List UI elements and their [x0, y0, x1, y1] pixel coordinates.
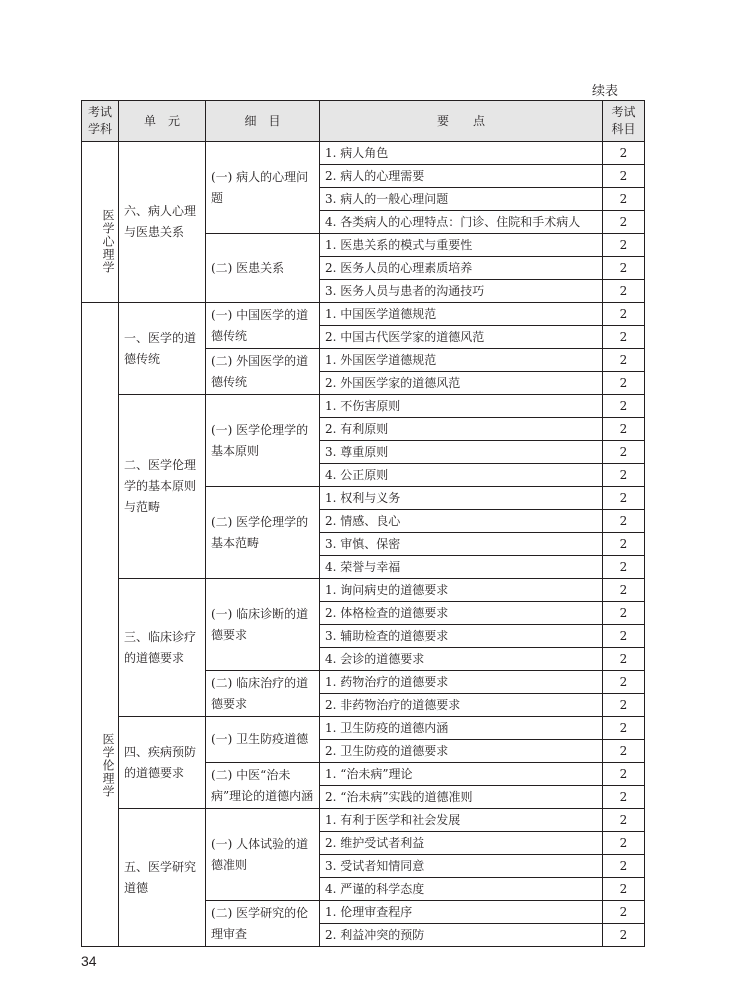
score-cell: 2: [603, 372, 645, 395]
score-cell: 2: [603, 809, 645, 832]
table-row: [82, 142, 645, 165]
item-cell: (二) 医学研究的伦理审查: [206, 901, 320, 947]
point-cell: 4. 会诊的道德要求: [320, 648, 603, 671]
point-cell: 1. 药物治疗的道德要求: [320, 671, 603, 694]
score-cell: 2: [603, 188, 645, 211]
point-cell: 1. 伦理审查程序: [320, 901, 603, 924]
score-cell: 2: [603, 671, 645, 694]
unit-cell: 一、医学的道德传统: [119, 303, 206, 395]
point-cell: 1. 病人角色: [320, 142, 603, 165]
unit-cell: 四、疾病预防的道德要求: [119, 717, 206, 809]
header-item: 细 目: [206, 101, 320, 142]
table-row: [82, 579, 645, 602]
point-cell: 2. 维护受试者利益: [320, 832, 603, 855]
item-cell: (一) 中国医学的道德传统: [206, 303, 320, 349]
score-cell: 2: [603, 464, 645, 487]
item-cell: (二) 中医“治未病”理论的道德内涵: [206, 763, 320, 809]
item-cell: (一) 人体试验的道德准则: [206, 809, 320, 901]
point-cell: 1. 外国医学道德规范: [320, 349, 603, 372]
subject-label: 医学心理学: [101, 208, 115, 274]
subject-cell: [82, 303, 119, 947]
score-cell: 2: [603, 717, 645, 740]
score-cell: 2: [603, 280, 645, 303]
score-cell: 2: [603, 211, 645, 234]
point-cell: 4. 严谨的科学态度: [320, 878, 603, 901]
score-cell: 2: [603, 257, 645, 280]
point-cell: 3. 辅助检查的道德要求: [320, 625, 603, 648]
point-cell: 2. 体格检查的道德要求: [320, 602, 603, 625]
table-row: [82, 809, 645, 832]
score-cell: 2: [603, 349, 645, 372]
point-cell: 2. 病人的心理需要: [320, 165, 603, 188]
item-cell: (一) 病人的心理问题: [206, 142, 320, 234]
point-cell: 1. “治未病”理论: [320, 763, 603, 786]
point-cell: 2. 中国古代医学家的道德风范: [320, 326, 603, 349]
point-cell: 2. 非药物治疗的道德要求: [320, 694, 603, 717]
score-cell: 2: [603, 487, 645, 510]
score-cell: 2: [603, 165, 645, 188]
point-cell: 1. 询问病史的道德要求: [320, 579, 603, 602]
point-cell: 2. 医务人员的心理素质培养: [320, 257, 603, 280]
score-cell: 2: [603, 142, 645, 165]
score-cell: 2: [603, 878, 645, 901]
score-cell: 2: [603, 855, 645, 878]
score-cell: 2: [603, 510, 645, 533]
score-cell: 2: [603, 303, 645, 326]
point-cell: 3. 病人的一般心理问题: [320, 188, 603, 211]
point-cell: 3. 尊重原则: [320, 441, 603, 464]
score-cell: 2: [603, 326, 645, 349]
point-cell: 4. 荣誉与幸福: [320, 556, 603, 579]
item-cell: (一) 医学伦理学的基本原则: [206, 395, 320, 487]
point-cell: 2. 有利原则: [320, 418, 603, 441]
point-cell: 1. 中国医学道德规范: [320, 303, 603, 326]
point-cell: 4. 各类病人的心理特点：门诊、住院和手术病人: [320, 211, 603, 234]
header-exam-subject: 考试科目: [603, 101, 645, 142]
unit-cell: 五、医学研究道德: [119, 809, 206, 947]
score-cell: 2: [603, 648, 645, 671]
point-cell: 1. 不伤害原则: [320, 395, 603, 418]
score-cell: 2: [603, 418, 645, 441]
score-cell: 2: [603, 740, 645, 763]
point-cell: 1. 权利与义务: [320, 487, 603, 510]
point-cell: 1. 卫生防疫的道德内涵: [320, 717, 603, 740]
score-cell: 2: [603, 395, 645, 418]
score-cell: 2: [603, 694, 645, 717]
score-cell: 2: [603, 786, 645, 809]
item-cell: (一) 临床诊断的道德要求: [206, 579, 320, 671]
table-row: [82, 395, 645, 418]
point-cell: 2. 情感、良心: [320, 510, 603, 533]
point-cell: 2. “治未病”实践的道德准则: [320, 786, 603, 809]
exam-syllabus-table: [81, 100, 645, 947]
header-point: 要 点: [320, 101, 603, 142]
table-row: [82, 717, 645, 740]
point-cell: 2. 外国医学家的道德风范: [320, 372, 603, 395]
unit-cell: 六、病人心理与医患关系: [119, 142, 206, 303]
subject-cell: [82, 142, 119, 303]
point-cell: 3. 审慎、保密: [320, 533, 603, 556]
score-cell: 2: [603, 234, 645, 257]
point-cell: 3. 受试者知情同意: [320, 855, 603, 878]
score-cell: 2: [603, 556, 645, 579]
item-cell: (一) 卫生防疫道德: [206, 717, 320, 763]
point-cell: 3. 医务人员与患者的沟通技巧: [320, 280, 603, 303]
score-cell: 2: [603, 602, 645, 625]
score-cell: 2: [603, 832, 645, 855]
item-cell: (二) 医学伦理学的基本范畴: [206, 487, 320, 579]
item-cell: (二) 临床治疗的道德要求: [206, 671, 320, 717]
point-cell: 2. 利益冲突的预防: [320, 924, 603, 947]
page-number: 34: [81, 953, 97, 969]
unit-cell: 二、医学伦理学的基本原则与范畴: [119, 395, 206, 579]
point-cell: 1. 有利于医学和社会发展: [320, 809, 603, 832]
score-cell: 2: [603, 763, 645, 786]
header-subject: 考试学科: [82, 101, 119, 142]
continued-label: 续表: [592, 84, 619, 99]
table-row: [82, 303, 645, 326]
score-cell: 2: [603, 533, 645, 556]
point-cell: 2. 卫生防疫的道德要求: [320, 740, 603, 763]
subject-label: 医学伦理学: [101, 733, 115, 798]
table-header-row: [82, 101, 645, 142]
score-cell: 2: [603, 625, 645, 648]
point-cell: 1. 医患关系的模式与重要性: [320, 234, 603, 257]
unit-cell: 三、临床诊疗的道德要求: [119, 579, 206, 717]
score-cell: 2: [603, 924, 645, 947]
header-unit: 单 元: [119, 101, 206, 142]
point-cell: 4. 公正原则: [320, 464, 603, 487]
score-cell: 2: [603, 579, 645, 602]
score-cell: 2: [603, 441, 645, 464]
score-cell: 2: [603, 901, 645, 924]
item-cell: (二) 外国医学的道德传统: [206, 349, 320, 395]
item-cell: (二) 医患关系: [206, 234, 320, 303]
